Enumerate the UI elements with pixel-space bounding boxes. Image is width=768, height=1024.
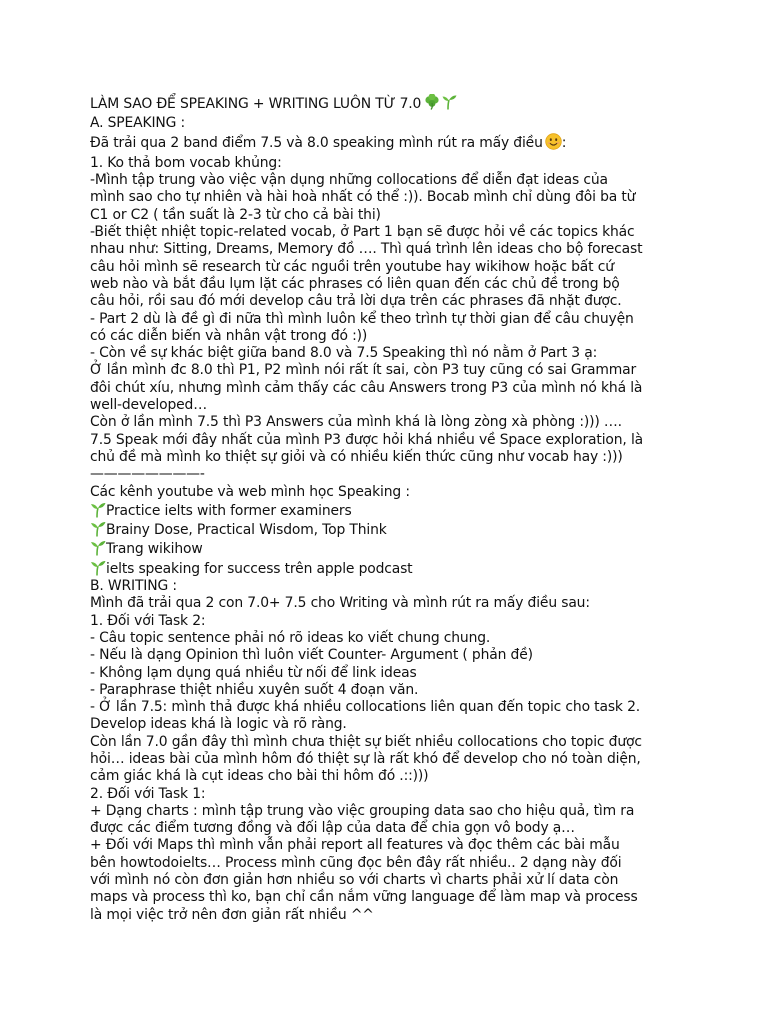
resource-item <box>90 559 690 578</box>
document-title: LÀM SAO ĐỂ SPEAKING + WRITING LUÔN TỪ 7.0 <box>90 96 422 112</box>
speaking-text-line: web nào và bắt đầu lụm lặt các phrases có liên quan đến các chủ đề trong bộ <box>90 275 620 292</box>
seedling-icon <box>90 501 106 518</box>
speaking-text-line: -Mình tập trung vào việc vận dụng những collocations để diễn đạt ideas của <box>90 172 608 189</box>
seedling-icon <box>90 539 106 556</box>
speaking-heading: A. SPEAKING : <box>90 115 186 132</box>
writing-text-line: với mình nó còn đơn giản hơn nhiều so với charts vì charts phải xử lí data còn <box>90 872 619 889</box>
speaking-text-line: C1 or C2 ( tần suất là 2-3 từ cho cả bài thi) <box>90 206 381 223</box>
speaking-text-line: chủ đề mà mình ko thiệt sự giỏi và có nhiều kiến thức cũng như vocab hay :))) <box>90 448 623 465</box>
writing-text-line: được các điểm tương đồng và đối lập của data để chia gọn vô body ạ… <box>90 820 575 837</box>
seedling-icon <box>90 520 106 537</box>
writing-text-line: Còn lần 7.0 gần đây thì mình chưa thiệt sự biết nhiều collocations cho topic được <box>90 733 642 750</box>
writing-text-line: hỏi… ideas bài của mình hôm đó thiệt sự là rất khó để develop cho nó toàn diện, <box>90 750 641 767</box>
speaking-point-1-title: 1. Ko thả bom vocab khủng: <box>90 154 282 171</box>
resource-item-label: Trang wikihow <box>106 541 203 558</box>
speaking-intro: Đã trải qua 2 band điểm 7.5 và 8.0 speaking mình rút ra mấy điều <box>90 134 543 151</box>
speaking-text-line: có các diễn biến và nhân vật trong đó :)) <box>90 327 368 344</box>
writing-text-line: Mình đã trải qua 2 con 7.0+ 7.5 cho Writing và mình rút ra mấy điều sau: <box>90 595 590 612</box>
resource-item-label: ielts speaking for success trên apple podcast <box>106 560 413 577</box>
speaking-text-line: mình sao cho tự nhiên và hài hoà nhất có thể :)). Bocab mình chỉ dùng đôi ba từ <box>90 189 636 206</box>
resource-item-label: Practice ielts with former examiners <box>106 502 352 519</box>
writing-text-line: - Nếu là dạng Opinion thì luôn viết Counter- Argument ( phản đề) <box>90 647 533 664</box>
writing-text-line: là mọi việc trở nên đơn giản rất nhiều ^^ <box>90 906 374 923</box>
writing-text-line: - Ở lần 7.5: mình thả được khá nhiều collocations liên quan đến topic cho task 2. <box>90 699 641 716</box>
resource-item <box>90 539 690 558</box>
resource-item <box>90 501 690 520</box>
speaking-text-line: 7.5 Speak mới đây nhất của mình P3 được hỏi khá nhiều về Space exploration, là <box>90 431 644 448</box>
speaking-text-line: well-developed… <box>90 397 207 414</box>
speaking-text-line: - Còn về sự khác biệt giữa band 8.0 và 7.5 Speaking thì nó nằm ở Part 3 ạ: <box>90 345 598 362</box>
speaking-text-line: -Biết thiệt nhiệt topic-related vocab, ở Part 1 bạn sẽ được hỏi về các topics khác <box>90 224 635 241</box>
writing-text-line: Develop ideas khá là logic và rõ ràng. <box>90 716 347 733</box>
speaking-text-line: đôi chút xíu, nhưng mình cảm thấy các câu Answers trong P3 của mình nó khá là <box>90 379 643 396</box>
speaking-text-line: - Part 2 dù là đề gì đi nữa thì mình luôn kể theo trình tự thời gian để câu chuyện <box>90 310 634 327</box>
writing-task2-title: 1. Đối với Task 2: <box>90 612 206 629</box>
seedling-icon <box>90 559 106 576</box>
speaking-intro-suffix: : <box>561 134 567 151</box>
writing-text-line: - Paraphrase thiệt nhiều xuyên suốt 4 đoạn văn. <box>90 681 419 698</box>
speaking-text-line: câu hỏi mình sẽ research từ các nguồi trên youtube hay wikihow hoặc bất cứ <box>90 258 614 275</box>
document-title-line <box>90 94 690 115</box>
writing-text-line: bên howtodoielts… Process mình cũng đọc bên đây rất nhiều.. 2 dạng này đối <box>90 854 622 871</box>
smiling-face-icon <box>545 133 562 155</box>
writing-text-line: - Không lạm dụng quá nhiều từ nối để link ideas <box>90 664 417 681</box>
section-divider: ————————- <box>90 466 205 483</box>
writing-text-line: + Đối với Maps thì mình vẫn phải report all features và đọc thêm các bài mẫu <box>90 837 620 854</box>
writing-text-line: + Dạng charts : mình tập trung vào việc grouping data sao cho hiệu quả, tìm ra <box>90 802 635 819</box>
resource-item <box>90 520 690 539</box>
resource-item-label: Brainy Dose, Practical Wisdom, Top Think <box>106 522 387 539</box>
speaking-text-line: câu hỏi, rồi sau đó mới develop câu trả lời dựa trên các phrases đã nhặt được. <box>90 293 622 310</box>
writing-text-line: - Câu topic sentence phải nó rõ ideas ko viết chung chung. <box>90 629 491 646</box>
clover-sprout-icon <box>424 94 458 115</box>
document-body <box>90 94 690 924</box>
speaking-intro-line <box>90 133 690 155</box>
speaking-text-line: Còn ở lần mình 7.5 thì P3 Answers của mình khá là lòng zòng xà phòng :))) …. <box>90 414 622 431</box>
writing-heading: B. WRITING : <box>90 578 177 595</box>
writing-text-line: maps và process thì ko, bạn chỉ cần nắm vững language để làm map và process <box>90 889 638 906</box>
writing-task1-title: 2. Đối với Task 1: <box>90 785 206 802</box>
writing-text-line: cảm giác khá là cụt ideas cho bài thi hôm đó .::))) <box>90 768 429 785</box>
speaking-text-line: nhau như: Sitting, Dreams, Memory đồ …. Thì quá trình lên ideas cho bộ forecast <box>90 241 643 258</box>
resources-heading: Các kênh youtube và web mình học Speaking : <box>90 483 410 500</box>
speaking-text-line: Ở lần mình đc 8.0 thì P1, P2 mình nói rất ít sai, còn P3 tuy cũng có sai Grammar <box>90 362 637 379</box>
